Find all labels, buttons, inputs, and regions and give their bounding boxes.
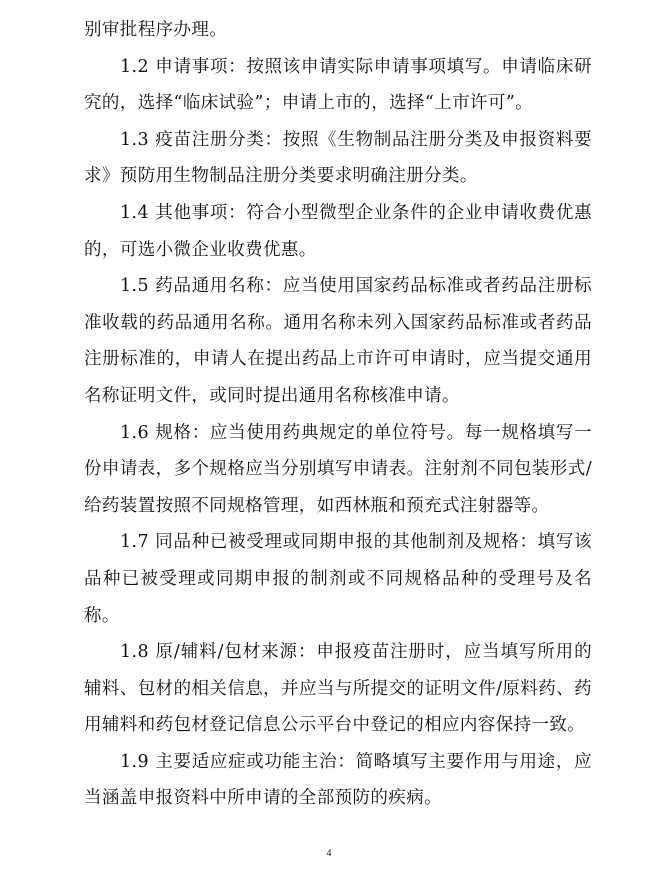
paragraph-1-5-generic-drug-name: 1.5 药品通用名称：应当使用国家药品标准或者药品注册标准收载的药品通用名称。通用名称未列入国家药品标准或者药品注册标准的，申请人在提出药品上市许可申请时，应当提交通用名称证明文件，或同时提出通用名称核准申请。 xyxy=(84,276,592,406)
page-number: 4 xyxy=(326,848,332,859)
paragraph-1-8-materials-source: 1.8 原/辅料/包材来源：申报疫苗注册时，应当填写所用的辅料、包材的相关信息，并应当与所提交的证明文件/原料药、药用辅料和药包材登记信息公示平台中登记的相应内容保持一致。 xyxy=(84,642,592,736)
paragraph-1-7-same-variety-formulations: 1.7 同品种已被受理或同期申报的其他制剂及规格：填写该品种已被受理或同期申报的制剂或不同规格品种的受理号及名称。 xyxy=(84,532,592,626)
paragraph-1-2-application-item: 1.2 申请事项：按照该申请实际申请事项填写。申请临床研究的，选择“临床试验”；申请上市的，选择“上市许可”。 xyxy=(84,56,592,114)
paragraph-1-6-specification: 1.6 规格：应当使用药典规定的单位符号。每一规格填写一份申请表，多个规格应当分别填写申请表。注射剂不同包装形式/给药装置按照不同规格管理，如西林瓶和预充式注射器等。 xyxy=(84,422,592,516)
document-body xyxy=(84,12,592,817)
paragraph-1-3-vaccine-registration-category: 1.3 疫苗注册分类：按照《生物制品注册分类及申报资料要求》预防用生物制品注册分类要求明确注册分类。 xyxy=(84,129,592,187)
paragraph-1-4-other-items: 1.4 其他事项：符合小型微型企业条件的企业申请收费优惠的，可选小微企业收费优惠。 xyxy=(84,202,592,260)
paragraph-1-9-main-indications: 1.9 主要适应症或功能主治：简略填写主要作用与用途，应当涵盖申报资料中所申请的全部预防的疾病。 xyxy=(84,751,592,809)
paragraph-continuation: 别审批程序办理。 xyxy=(84,20,228,40)
